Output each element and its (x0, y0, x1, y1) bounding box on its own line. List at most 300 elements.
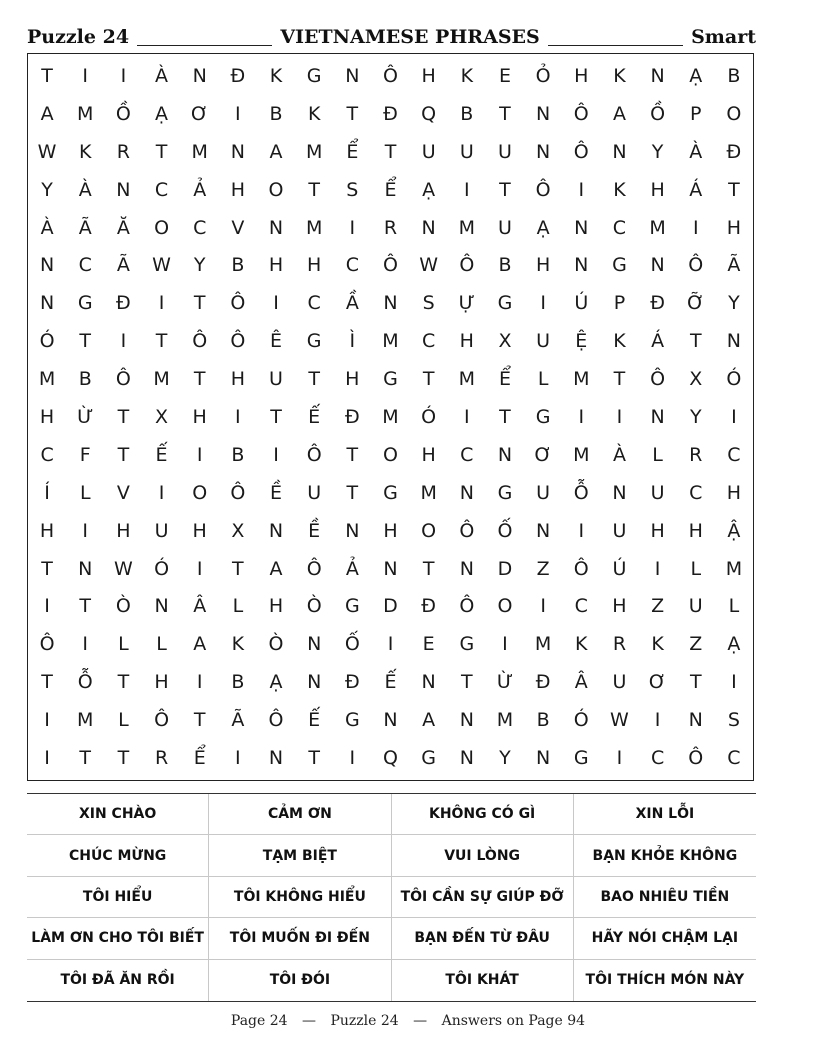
grid-cell[interactable]: T (41, 64, 53, 87)
grid-cell[interactable]: N (497, 443, 513, 466)
grid-cell[interactable]: Í (44, 481, 50, 504)
grid-cell[interactable]: R (154, 747, 169, 770)
grid-cell[interactable]: I (273, 443, 279, 466)
grid-cell[interactable]: I (464, 405, 470, 428)
grid-cell[interactable]: Đ (230, 64, 246, 87)
grid-cell[interactable]: N (612, 140, 627, 163)
grid-cell[interactable]: N (612, 481, 627, 504)
grid-cell[interactable]: W (610, 709, 629, 732)
grid-cell[interactable]: I (196, 557, 203, 580)
grid-cell[interactable]: H (230, 178, 245, 201)
grid-cell[interactable]: X (231, 519, 245, 542)
grid-cell[interactable]: C (612, 216, 627, 239)
grid-cell[interactable]: H (574, 64, 589, 87)
grid-cell[interactable]: B (536, 709, 550, 732)
grid-cell[interactable]: L (537, 368, 549, 391)
grid-cell[interactable]: T (689, 671, 702, 694)
grid-cell[interactable]: M (153, 368, 170, 391)
grid-cell[interactable]: I (731, 671, 737, 694)
grid-cell[interactable]: K (307, 102, 321, 125)
grid-cell[interactable]: H (650, 519, 665, 542)
grid-cell[interactable]: I (235, 405, 241, 428)
grid-cell[interactable]: N (154, 595, 169, 618)
grid-cell[interactable]: A (40, 102, 54, 125)
grid-cell[interactable]: N (726, 330, 742, 353)
grid-cell[interactable]: I (82, 64, 89, 87)
grid-cell[interactable]: Ể (384, 178, 397, 201)
grid-cell[interactable]: N (459, 557, 474, 580)
grid-cell[interactable]: N (116, 178, 131, 201)
grid-cell[interactable]: T (422, 557, 435, 580)
grid-cell[interactable]: I (540, 292, 546, 315)
grid-cell[interactable]: Ì (349, 330, 356, 353)
grid-cell[interactable]: U (269, 368, 283, 391)
grid-cell[interactable]: Đ (421, 595, 437, 618)
grid-cell[interactable]: N (536, 519, 551, 542)
grid-cell[interactable]: H (688, 519, 703, 542)
grid-cell[interactable]: T (117, 405, 130, 428)
grid-cell[interactable]: G (421, 747, 437, 770)
grid-cell[interactable]: N (650, 254, 665, 277)
grid-cell[interactable]: I (349, 747, 356, 770)
grid-cell[interactable]: I (158, 292, 165, 315)
grid-cell[interactable]: I (235, 747, 241, 770)
grid-cell[interactable]: Ê (270, 330, 283, 353)
grid-cell[interactable]: L (118, 633, 129, 656)
grid-cell[interactable]: G (497, 481, 513, 504)
grid-cell[interactable]: Đ (535, 671, 551, 694)
grid-cell[interactable]: Ậ (727, 519, 741, 542)
grid-cell[interactable]: I (654, 709, 661, 732)
grid-cell[interactable]: À (40, 216, 54, 239)
grid-cell[interactable]: O (383, 443, 398, 466)
grid-cell[interactable]: X (689, 368, 703, 391)
grid-cell[interactable]: T (155, 140, 168, 163)
grid-cell[interactable]: Ó (573, 709, 589, 732)
grid-cell[interactable]: Z (651, 595, 665, 618)
grid-cell[interactable]: N (650, 405, 665, 428)
grid-cell[interactable]: N (268, 519, 284, 542)
grid-cell[interactable]: M (382, 330, 399, 353)
grid-cell[interactable]: K (613, 330, 626, 353)
grid-cell[interactable]: Ồ (650, 102, 666, 125)
grid-cell[interactable]: I (654, 557, 661, 580)
grid-cell[interactable]: Ề (270, 481, 283, 504)
grid-cell[interactable]: M (382, 405, 399, 428)
grid-cell[interactable]: U (498, 216, 512, 239)
grid-cell[interactable]: Ô (688, 254, 704, 277)
grid-cell[interactable]: T (422, 368, 435, 391)
grid-cell[interactable]: D (383, 595, 398, 618)
grid-cell[interactable]: C (727, 747, 741, 770)
grid-cell[interactable]: À (78, 178, 92, 201)
grid-cell[interactable]: L (728, 595, 740, 618)
grid-cell[interactable]: T (689, 330, 702, 353)
grid-cell[interactable]: U (154, 519, 169, 542)
grid-cell[interactable]: Ô (573, 102, 589, 125)
grid-cell[interactable]: U (459, 140, 474, 163)
grid-cell[interactable]: C (154, 178, 169, 201)
grid-cell[interactable]: H (192, 519, 207, 542)
grid-cell[interactable]: M (191, 140, 208, 163)
grid-cell[interactable]: O (268, 178, 284, 201)
grid-cell[interactable]: M (305, 140, 323, 163)
grid-cell[interactable]: H (192, 405, 207, 428)
grid-cell[interactable]: L (156, 633, 167, 656)
grid-cell[interactable]: Ô (192, 330, 208, 353)
grid-cell[interactable]: H (268, 595, 284, 618)
grid-cell[interactable]: N (459, 481, 474, 504)
grid-cell[interactable]: B (78, 368, 92, 391)
grid-cell[interactable]: U (536, 330, 551, 353)
grid-cell[interactable]: I (273, 292, 279, 315)
grid-cell[interactable]: H (268, 254, 284, 277)
grid-cell[interactable]: Ó (39, 330, 55, 353)
grid-cell[interactable]: T (155, 330, 168, 353)
grid-cell[interactable]: I (616, 747, 623, 770)
grid-cell[interactable]: N (421, 671, 436, 694)
grid-cell[interactable]: L (232, 595, 244, 618)
grid-cell[interactable]: H (230, 368, 245, 391)
grid-cell[interactable]: B (269, 102, 283, 125)
grid-cell[interactable]: L (690, 557, 702, 580)
grid-cell[interactable]: N (307, 671, 322, 694)
grid-cell[interactable]: B (231, 254, 245, 277)
grid-cell[interactable]: T (232, 557, 244, 580)
grid-cell[interactable]: Ô (535, 178, 551, 201)
grid-cell[interactable]: Ệ (575, 330, 588, 353)
grid-cell[interactable]: O (421, 519, 437, 542)
grid-cell[interactable]: U (421, 140, 436, 163)
grid-cell[interactable]: Đ (116, 292, 131, 315)
grid-cell[interactable]: K (613, 64, 626, 87)
grid-cell[interactable]: I (578, 405, 585, 428)
grid-cell[interactable]: Ơ (648, 671, 667, 694)
grid-cell[interactable]: T (308, 178, 320, 201)
grid-cell[interactable]: Ô (459, 254, 475, 277)
grid-cell[interactable]: H (726, 216, 742, 239)
grid-cell[interactable]: K (651, 633, 664, 656)
grid-cell[interactable]: Á (651, 330, 665, 353)
grid-cell[interactable]: Ạ (727, 633, 741, 656)
grid-cell[interactable]: H (154, 671, 169, 694)
grid-cell[interactable]: H (307, 254, 322, 277)
grid-cell[interactable]: I (502, 633, 508, 656)
grid-cell[interactable]: Ô (688, 747, 704, 770)
grid-cell[interactable]: Ã (78, 216, 92, 239)
grid-cell[interactable]: T (41, 671, 53, 694)
grid-cell[interactable]: H (535, 254, 551, 277)
grid-cell[interactable]: T (728, 178, 740, 201)
grid-cell[interactable]: Z (536, 557, 550, 580)
grid-cell[interactable]: M (420, 481, 437, 504)
grid-cell[interactable]: Ô (268, 709, 284, 732)
grid-cell[interactable]: N (536, 747, 551, 770)
grid-cell[interactable]: M (305, 216, 323, 239)
grid-cell[interactable]: M (38, 368, 56, 391)
grid-cell[interactable]: Ô (459, 519, 475, 542)
grid-cell[interactable]: I (120, 330, 127, 353)
grid-cell[interactable]: N (459, 747, 474, 770)
grid-cell[interactable]: E (498, 64, 511, 87)
grid-cell[interactable]: Ừ (496, 671, 514, 694)
grid-cell[interactable]: Đ (650, 292, 665, 315)
grid-cell[interactable]: T (117, 443, 130, 466)
grid-cell[interactable]: X (498, 330, 512, 353)
grid-cell[interactable]: H (383, 519, 398, 542)
grid-cell[interactable]: Ố (344, 633, 360, 656)
grid-cell[interactable]: I (464, 178, 470, 201)
grid-cell[interactable]: U (612, 671, 627, 694)
grid-cell[interactable]: T (41, 557, 53, 580)
grid-cell[interactable]: G (344, 709, 360, 732)
grid-cell[interactable]: C (689, 481, 703, 504)
grid-cell[interactable]: V (231, 216, 245, 239)
grid-cell[interactable]: N (383, 709, 398, 732)
grid-cell[interactable]: T (499, 405, 511, 428)
grid-cell[interactable]: N (688, 709, 703, 732)
grid-cell[interactable]: N (383, 292, 398, 315)
grid-cell[interactable]: Ồ (115, 102, 131, 125)
grid-cell[interactable]: T (346, 443, 359, 466)
grid-cell[interactable]: T (346, 102, 359, 125)
grid-cell[interactable]: Ỗ (573, 481, 589, 504)
grid-cell[interactable]: N (345, 64, 360, 87)
grid-cell[interactable]: I (731, 405, 737, 428)
grid-cell[interactable]: T (308, 747, 320, 770)
grid-cell[interactable]: Đ (344, 405, 360, 428)
grid-cell[interactable]: I (349, 216, 356, 239)
grid-cell[interactable]: A (193, 633, 207, 656)
grid-cell[interactable]: K (613, 178, 626, 201)
grid-cell[interactable]: R (689, 443, 703, 466)
grid-cell[interactable]: F (79, 443, 91, 466)
grid-cell[interactable]: N (39, 254, 55, 277)
grid-cell[interactable]: Ô (115, 368, 131, 391)
grid-cell[interactable]: T (193, 368, 206, 391)
grid-cell[interactable]: W (37, 140, 57, 163)
grid-cell[interactable]: I (196, 443, 203, 466)
grid-cell[interactable]: L (118, 709, 129, 732)
grid-cell[interactable]: N (268, 747, 284, 770)
grid-cell[interactable]: I (44, 709, 50, 732)
grid-cell[interactable]: A (269, 140, 283, 163)
grid-cell[interactable]: T (270, 405, 282, 428)
grid-cell[interactable]: Đ (383, 102, 398, 125)
grid-cell[interactable]: B (231, 443, 245, 466)
grid-cell[interactable]: S (346, 178, 359, 201)
grid-cell[interactable]: Ô (650, 368, 666, 391)
grid-cell[interactable]: Ừ (77, 405, 94, 428)
grid-cell[interactable]: Y (728, 292, 740, 315)
grid-cell[interactable]: Ô (154, 709, 170, 732)
grid-cell[interactable]: Ô (573, 140, 589, 163)
grid-cell[interactable]: N (536, 102, 551, 125)
grid-cell[interactable]: S (727, 709, 740, 732)
grid-cell[interactable]: K (269, 64, 283, 87)
grid-cell[interactable]: H (612, 595, 627, 618)
grid-cell[interactable]: I (120, 64, 127, 87)
grid-cell[interactable]: T (79, 595, 92, 618)
grid-cell[interactable]: Ô (383, 254, 398, 277)
grid-cell[interactable]: G (573, 747, 589, 770)
grid-cell[interactable]: L (652, 443, 663, 466)
grid-cell[interactable]: I (235, 102, 241, 125)
grid-cell[interactable]: O (497, 595, 513, 618)
grid-cell[interactable]: Ò (268, 633, 284, 656)
grid-cell[interactable]: Ơ (191, 102, 209, 125)
grid-cell[interactable]: Ể (346, 140, 359, 163)
grid-cell[interactable]: Ế (308, 405, 321, 428)
grid-cell[interactable]: Y (193, 254, 206, 277)
grid-cell[interactable]: Ô (459, 595, 475, 618)
grid-cell[interactable]: Ạ (689, 64, 703, 87)
grid-cell[interactable]: À (689, 140, 703, 163)
grid-cell[interactable]: C (78, 254, 92, 277)
grid-cell[interactable]: Ể (193, 747, 206, 770)
grid-cell[interactable]: I (82, 519, 89, 542)
grid-cell[interactable]: M (573, 368, 590, 391)
grid-cell[interactable]: M (725, 557, 743, 580)
grid-cell[interactable]: T (499, 102, 511, 125)
grid-cell[interactable]: À (155, 64, 169, 87)
grid-cell[interactable]: W (419, 254, 439, 277)
grid-cell[interactable]: A (269, 557, 283, 580)
grid-cell[interactable]: G (497, 292, 513, 315)
grid-cell[interactable]: T (193, 292, 206, 315)
grid-cell[interactable]: Ô (383, 64, 398, 87)
grid-cell[interactable]: G (612, 254, 627, 277)
grid-cell[interactable]: H (726, 481, 742, 504)
grid-cell[interactable]: Ô (306, 557, 322, 580)
grid-cell[interactable]: Ó (154, 557, 170, 580)
grid-cell[interactable]: I (540, 595, 546, 618)
grid-cell[interactable]: Ạ (536, 216, 550, 239)
grid-cell[interactable]: N (383, 557, 398, 580)
grid-cell[interactable]: U (536, 481, 551, 504)
grid-cell[interactable]: Ỗ (77, 671, 93, 694)
grid-cell[interactable]: Y (41, 178, 53, 201)
grid-cell[interactable]: Ú (574, 292, 589, 315)
grid-cell[interactable]: Q (421, 102, 437, 125)
grid-cell[interactable]: R (612, 633, 627, 656)
grid-cell[interactable]: Ả (193, 178, 207, 201)
grid-cell[interactable]: Ú (612, 557, 627, 580)
grid-cell[interactable]: Ã (231, 709, 245, 732)
grid-cell[interactable]: E (422, 633, 435, 656)
grid-cell[interactable]: À (612, 443, 626, 466)
grid-cell[interactable]: Ã (116, 254, 130, 277)
grid-cell[interactable]: I (387, 633, 394, 656)
grid-cell[interactable]: Y (499, 747, 511, 770)
grid-cell[interactable]: M (77, 102, 94, 125)
grid-cell[interactable]: H (421, 443, 436, 466)
grid-cell[interactable]: V (116, 481, 130, 504)
grid-cell[interactable]: Ạ (269, 671, 283, 694)
grid-cell[interactable]: N (536, 140, 551, 163)
grid-cell[interactable]: Â (574, 671, 588, 694)
grid-cell[interactable]: A (422, 709, 436, 732)
grid-cell[interactable]: Ô (306, 443, 322, 466)
grid-cell[interactable]: I (616, 405, 623, 428)
grid-cell[interactable]: N (421, 216, 436, 239)
grid-cell[interactable]: W (152, 254, 171, 277)
grid-cell[interactable]: D (497, 557, 513, 580)
grid-cell[interactable]: O (192, 481, 208, 504)
grid-cell[interactable]: T (384, 140, 397, 163)
grid-cell[interactable]: Đ (726, 140, 742, 163)
grid-cell[interactable]: Y (689, 405, 702, 428)
grid-cell[interactable]: U (498, 140, 512, 163)
grid-cell[interactable]: W (113, 557, 133, 580)
grid-cell[interactable]: Ò (115, 595, 131, 618)
grid-cell[interactable]: X (155, 405, 169, 428)
grid-cell[interactable]: N (192, 64, 207, 87)
grid-cell[interactable]: A (612, 102, 626, 125)
grid-cell[interactable]: Ỡ (687, 292, 705, 315)
grid-cell[interactable]: H (650, 178, 665, 201)
grid-cell[interactable]: R (383, 216, 398, 239)
grid-cell[interactable]: T (193, 709, 206, 732)
grid-cell[interactable]: N (307, 633, 322, 656)
grid-cell[interactable]: I (44, 595, 50, 618)
grid-cell[interactable]: U (688, 595, 703, 618)
grid-cell[interactable]: T (117, 671, 130, 694)
grid-cell[interactable]: U (307, 481, 322, 504)
grid-cell[interactable]: M (534, 633, 552, 656)
grid-cell[interactable]: N (39, 292, 55, 315)
grid-cell[interactable]: Ạ (155, 102, 169, 125)
grid-cell[interactable]: B (460, 102, 474, 125)
grid-cell[interactable]: N (574, 216, 589, 239)
grid-cell[interactable]: Ô (39, 633, 55, 656)
grid-cell[interactable]: Ế (384, 671, 397, 694)
grid-cell[interactable]: Ạ (422, 178, 436, 201)
grid-cell[interactable]: M (458, 216, 476, 239)
grid-cell[interactable]: Ă (116, 216, 130, 239)
grid-cell[interactable]: T (79, 747, 92, 770)
grid-cell[interactable]: Ỏ (535, 64, 551, 87)
grid-cell[interactable]: S (422, 292, 435, 315)
grid-cell[interactable]: H (39, 405, 55, 428)
grid-cell[interactable]: Ô (230, 292, 246, 315)
grid-cell[interactable]: Ô (230, 481, 246, 504)
grid-cell[interactable]: N (230, 140, 245, 163)
grid-cell[interactable]: G (306, 330, 322, 353)
grid-cell[interactable]: B (498, 254, 512, 277)
grid-cell[interactable]: L (79, 481, 91, 504)
grid-cell[interactable]: N (574, 254, 589, 277)
grid-cell[interactable]: K (575, 633, 588, 656)
grid-cell[interactable]: N (345, 519, 360, 542)
grid-cell[interactable]: H (459, 330, 474, 353)
grid-cell[interactable]: K (79, 140, 92, 163)
grid-cell[interactable]: B (231, 671, 245, 694)
grid-cell[interactable]: G (383, 368, 398, 391)
grid-cell[interactable]: M (496, 709, 514, 732)
grid-cell[interactable]: Ã (727, 254, 741, 277)
grid-cell[interactable]: P (613, 292, 626, 315)
grid-cell[interactable]: O (726, 102, 742, 125)
grid-cell[interactable]: G (77, 292, 93, 315)
grid-cell[interactable]: M (77, 709, 94, 732)
grid-cell[interactable]: T (461, 671, 473, 694)
grid-cell[interactable]: T (346, 481, 359, 504)
grid-cell[interactable]: Ó (421, 405, 437, 428)
grid-cell[interactable]: K (231, 633, 245, 656)
grid-cell[interactable]: C (422, 330, 436, 353)
grid-cell[interactable]: I (82, 633, 89, 656)
